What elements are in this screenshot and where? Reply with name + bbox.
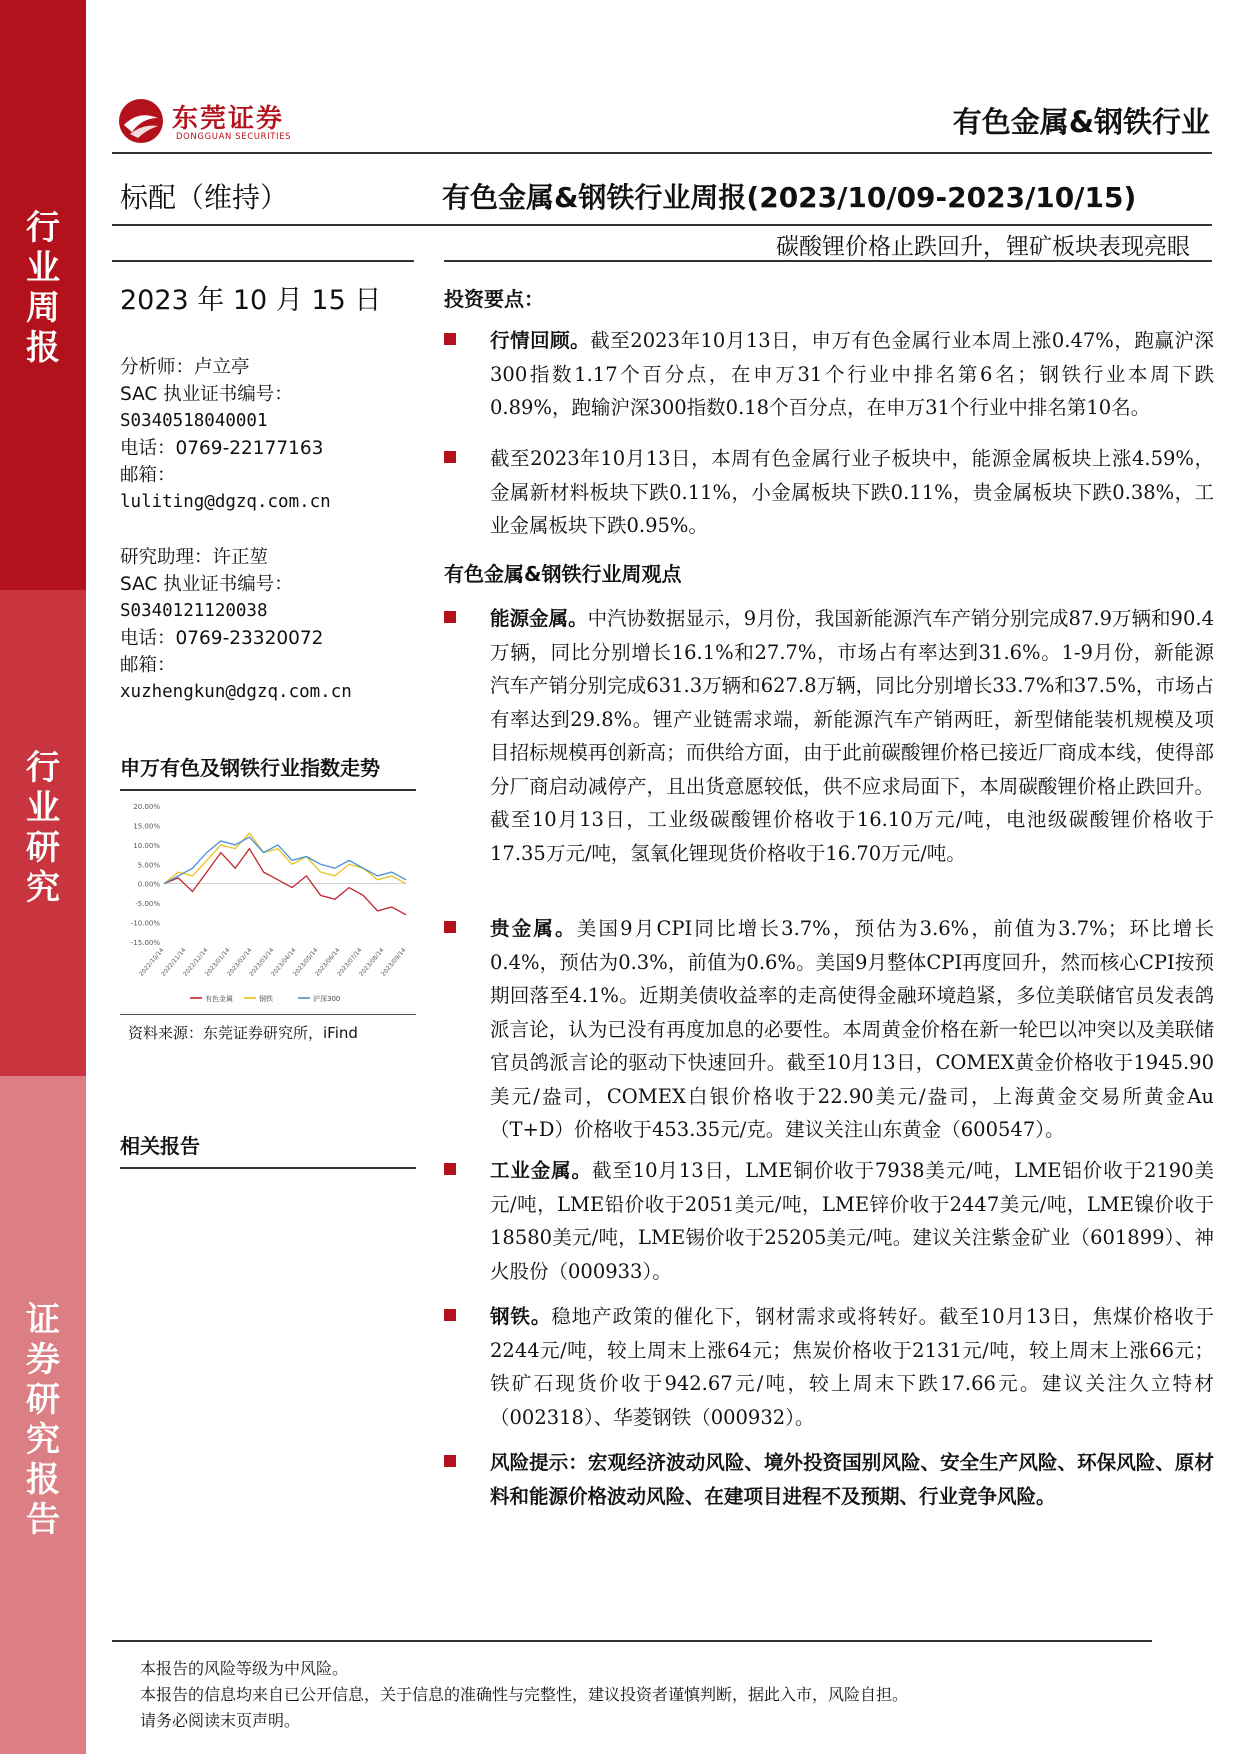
y-tick-label: -15.00% [130,939,160,947]
title-rule [112,224,1212,226]
company-logo [118,94,328,148]
x-tick-label: 2023/03/14 [247,946,276,978]
bullet-square-icon [444,1163,456,1175]
y-tick-label: 15.00% [133,822,160,831]
analyst-email-label: 邮箱： [120,465,176,486]
report-subtitle: 碳酸锂价格止跌回升，锂矿板块表现亮眼 [776,234,1190,260]
y-tick-label: 20.00% [133,803,160,811]
bullet-square-icon [444,1455,456,1467]
analyst-phone: 电话：0769-22177163 [120,438,324,459]
bullet-precious-metals [444,912,1214,1147]
x-tick-label: 2023/01/14 [203,946,232,978]
date-rule-left [112,260,414,262]
bullet-energy-metals [444,602,1214,870]
logo-mark-icon [118,98,164,144]
chart-bottom-rule [120,1014,416,1015]
x-tick-label: 2023/07/14 [335,946,364,978]
assistant-sac-no: S0340121120038 [120,601,268,621]
footer-read-statement: 请务必阅读末页声明。 [140,1711,301,1730]
analyst-sac-label: SAC 执业证书编号： [120,384,293,405]
bullet-market-review [444,324,1214,425]
legend-label: 钢铁 [259,995,273,1003]
bullet-sub-board [444,442,1214,543]
assistant-email[interactable]: xuzhengkun@dgzq.com.cn [120,682,352,702]
industry-name: 有色金属&钢铁行业 [952,105,1210,139]
y-tick-label: 10.00% [133,841,160,850]
bullet-square-icon [444,1309,456,1321]
assistant-email-label: 邮箱： [120,655,176,676]
analyst-sac-no: S0340518040001 [120,411,268,431]
logo-text-cn: 东莞证券 [172,104,285,134]
steel-head: 钢铁。 [490,1305,552,1328]
bullet-square-icon [444,611,456,623]
footer-risk-level: 本报告的风险等级为中风险。 [140,1659,349,1678]
series-line [164,849,406,915]
chart-source: 资料来源：东莞证券研究所，iFind [128,1024,358,1042]
rating: 标配（维持） [120,181,289,214]
x-tick-label: 2022/10/14 [137,946,166,978]
assistant-sac-label: SAC 执业证书编号： [120,574,293,595]
assistant-name: 研究助理：许正堃 [120,547,269,568]
footer-info-note: 本报告的信息均来自已公开信息，关于信息的准确性与完整性，建议投资者谨慎判断，据此入市，风险自担。 [140,1685,909,1704]
assistant-info [120,544,352,706]
weekly-view-title: 有色金属&钢铁行业周观点 [444,562,682,586]
market-review-body: 截至2023年10月13日，申万有色金属行业本周上涨0.47%，跑赢沪深300指数1.17个百分点，在申万31个行业中排名第6名；钢铁行业本周下跌0.89%，跑输沪深300指数0.18个百分点，在申万31个行业中排名第10名。 [490,329,1214,419]
bullet-square-icon [444,333,456,345]
report-date: 2023 年 10 月 15 日 [120,285,382,316]
bullet-square-icon [444,921,456,933]
analyst-email[interactable]: luliting@dgzq.com.cn [120,492,331,512]
x-tick-label: 2023/08/14 [357,946,386,978]
index-trend-chart-svg [120,792,416,1010]
x-tick-label: 2022/11/14 [159,946,188,978]
report-title: 有色金属&钢铁行业周报(2023/10/09-2023/10/15) [442,181,1137,214]
footer-disclaimer [140,1656,908,1734]
bullet-square-icon [444,451,456,463]
x-tick-label: 2023/02/14 [225,946,254,978]
chart-section-title: 申万有色及钢铁行业指数走势 [120,752,416,791]
precious-metals-head: 贵金属。 [490,917,577,940]
x-tick-label: 2022/12/14 [181,946,210,978]
x-tick-label: 2023/05/14 [291,946,320,978]
bullet-risk [444,1446,1214,1513]
assistant-phone: 电话：0769-23320072 [120,628,324,649]
index-trend-chart [120,792,416,1010]
steel-body: 稳地产政策的催化下，钢材需求或将转好。截至10月13日，焦煤价格收于2244元/吨，较上周末上涨64元；焦炭价格收于2131元/吨，较上周末上涨66元；铁矿石现货价收于942.67元/吨，较上周末下跌17.66元。建议关注久立特材（002318）、华菱钢铁（000932）。 [490,1305,1214,1429]
footer-rule [112,1640,1152,1642]
y-tick-label: 0.00% [137,880,160,889]
header-rule [112,152,1212,154]
bullet-industrial-metals [444,1154,1214,1288]
logo-text-en: DONGGUAN SECURITIES [176,132,292,142]
bullet-steel [444,1300,1214,1434]
subtitle-rule [444,260,1212,262]
analyst-name: 分析师：卢立亭 [120,357,250,378]
x-tick-label: 2023/04/14 [269,946,298,978]
x-tick-label: 2023/06/14 [313,946,342,978]
series-line [164,833,406,884]
y-tick-label: -5.00% [135,900,160,909]
precious-metals-body: 美国9月CPI同比增长3.7%，预估为3.6%，前值为3.7%；环比增长0.4%，预估为0.3%，前值为0.6%。美国9月整体CPI再度回升，然而核心CPI按预期回落至4.1%。近期美债收益率的走高使得金融环境趋紧，多位美联储官员发表鸽派言论，认为已没有再度加息的必要性。本周黄金价格在新一轮巴以冲突以及美联储官员鸽派言论的驱动下快速回升。截至10月13日，COMEX黄金价格收于1945.90美元/盎司，COMEX白银价格收于22.90美元/盎司，上海黄金交易所黄金Au（T+D）价格收于453.35元/克。建议关注山东黄金（600547）。 [490,917,1214,1141]
series-line [164,837,406,884]
sub-board-body: 截至2023年10月13日，本周有色金属行业子板块中，能源金属板块上涨4.59%，金属新材料板块下跌0.11%，小金属板块下跌0.11%，贵金属板块下跌0.38%，工业金属板块下跌0.95%。 [490,447,1214,537]
industrial-metals-head: 工业金属。 [490,1159,592,1182]
energy-metals-body: 中汽协数据显示，9月份，我国新能源汽车产销分别完成87.9万辆和90.4万辆，同比分别增长16.1%和27.7%，市场占有率达到31.6%。1-9月份，新能源汽车产销分别完成631.3万辆和627.8万辆，同比分别增长33.7%和37.5%，市场占有率达到29.8%。锂产业链需求端，新能源汽车产销两旺，新型储能装机规模及项目招标规模再创新高；而供给方面，由于此前碳酸锂价格已接近厂商成本线，使得部分厂商启动减停产，且出货意愿较低，供不应求局面下，本周碳酸锂价格止跌回升。截至10月13日，工业级碳酸锂价格收于16.10万元/吨，电池级碳酸锂价格收于17.35万元/吨，氢氧化锂现货价格收于16.70万元/吨。 [490,607,1214,865]
industrial-metals-body: 截至10月13日，LME铜价收于7938美元/吨，LME铝价收于2190美元/吨，LME铅价收于2051美元/吨，LME锌价收于2447美元/吨，LME镍价收于18580美元/吨，LME锡价收于25205美元/吨。建议关注紫金矿业（601899）、神火股份（000933）。 [490,1159,1214,1283]
side-band-label-weekly: 行 业 周 报 [26,208,60,368]
legend-label: 沪深300 [313,995,341,1003]
y-tick-label: 5.00% [137,861,160,870]
key-points-title: 投资要点： [444,287,544,311]
analyst-info [120,354,331,516]
x-tick-label: 2023/09/14 [379,946,408,978]
energy-metals-head: 能源金属。 [490,607,588,630]
related-reports-title: 相关报告 [120,1130,416,1169]
y-tick-label: -10.00% [130,919,160,928]
legend-label: 有色金属 [205,995,233,1003]
risk-warning: 风险提示：宏观经济波动风险、境外投资国别风险、安全生产风险、环保风险、原材料和能源价格波动风险、在建项目进程不及预期、行业竞争风险。 [490,1451,1214,1508]
market-review-head: 行情回顾。 [490,329,591,352]
side-band-label-research: 行 业 研 究 [26,748,60,908]
side-band-label-securities: 证 券 研 究 报 告 [26,1300,60,1540]
